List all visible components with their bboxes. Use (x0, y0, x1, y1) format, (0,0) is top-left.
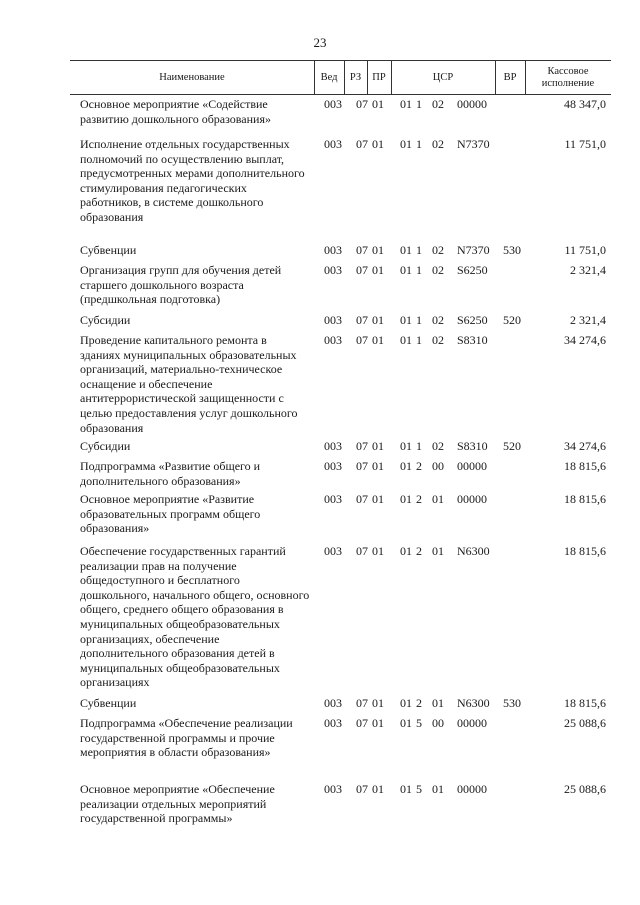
row-pr: 01 (372, 243, 384, 257)
row-rz: 07 (356, 333, 368, 347)
header-divider (525, 61, 526, 94)
row-pr: 01 (372, 97, 384, 111)
row-ved: 003 (324, 263, 342, 277)
row-csr-subprogram: 5 (416, 716, 422, 730)
row-csr-activity: 02 (432, 243, 444, 257)
row-csr-code: 00000 (457, 459, 487, 473)
row-csr-activity: 02 (432, 333, 444, 347)
row-csr-subprogram: 1 (416, 97, 422, 111)
row-ved: 003 (324, 782, 342, 796)
row-csr-code: 00000 (457, 782, 487, 796)
row-ved: 003 (324, 97, 342, 111)
row-sum: 48 347,0 (564, 97, 606, 111)
row-csr-activity: 00 (432, 459, 444, 473)
table-row (0, 137, 640, 243)
row-pr: 01 (372, 782, 384, 796)
row-csr-program: 01 (400, 782, 412, 796)
row-rz: 07 (356, 263, 368, 277)
row-rz: 07 (356, 459, 368, 473)
row-csr-code: N6300 (457, 696, 490, 710)
row-csr-code: S6250 (457, 313, 488, 327)
table-row (0, 782, 640, 832)
table-body (0, 97, 640, 832)
row-pr: 01 (372, 333, 384, 347)
row-csr-activity: 02 (432, 439, 444, 453)
row-rz: 07 (356, 696, 368, 710)
row-name: Субсидии (80, 313, 131, 327)
header-rz: РЗ (349, 71, 362, 83)
row-sum: 25 088,6 (564, 716, 606, 730)
row-csr-subprogram: 1 (416, 333, 422, 347)
row-pr: 01 (372, 263, 384, 277)
row-vr: 530 (503, 696, 521, 710)
table-row (0, 716, 640, 782)
row-sum: 34 274,6 (564, 439, 606, 453)
row-rz: 07 (356, 243, 368, 257)
row-name: Субвенции (80, 696, 137, 710)
row-csr-code: S8310 (457, 439, 488, 453)
row-ved: 003 (324, 333, 342, 347)
row-rz: 07 (356, 782, 368, 796)
row-ved: 003 (324, 696, 342, 710)
header-pr: ПР (372, 71, 386, 83)
table-row (0, 243, 640, 263)
row-sum: 25 088,6 (564, 782, 606, 796)
header-ved: Вед (320, 71, 338, 83)
row-ved: 003 (324, 544, 342, 558)
row-vr: 520 (503, 439, 521, 453)
row-sum: 34 274,6 (564, 333, 606, 347)
row-pr: 01 (372, 716, 384, 730)
row-pr: 01 (372, 696, 384, 710)
row-rz: 07 (356, 137, 368, 151)
row-rz: 07 (356, 97, 368, 111)
row-ved: 003 (324, 492, 342, 506)
row-name: Подпрограмма «Развитие общего и дополнительного образования» (80, 459, 261, 488)
row-name: Исполнение отдельных государственных полномочий по осуществлению выплат, предусмотренных мерами дополнительного стимулирования педагогических работников, в системе дошкольного образования (80, 137, 305, 224)
row-sum: 2 321,4 (570, 263, 606, 277)
row-vr: 530 (503, 243, 521, 257)
row-csr-activity: 00 (432, 716, 444, 730)
row-pr: 01 (372, 313, 384, 327)
row-csr-program: 01 (400, 716, 412, 730)
page-number: 23 (313, 35, 327, 50)
row-rz: 07 (356, 313, 368, 327)
row-rz: 07 (356, 544, 368, 558)
table-header (70, 60, 611, 95)
row-csr-program: 01 (400, 333, 412, 347)
row-rz: 07 (356, 439, 368, 453)
row-csr-subprogram: 2 (416, 492, 422, 506)
row-csr-code: S6250 (457, 263, 488, 277)
table-row (0, 333, 640, 439)
row-csr-program: 01 (400, 137, 412, 151)
table-row (0, 492, 640, 544)
header-name: Наименование (159, 71, 225, 83)
row-pr: 01 (372, 544, 384, 558)
row-csr-activity: 01 (432, 782, 444, 796)
row-csr-subprogram: 1 (416, 439, 422, 453)
row-csr-subprogram: 5 (416, 782, 422, 796)
row-csr-subprogram: 2 (416, 459, 422, 473)
row-csr-activity: 01 (432, 492, 444, 506)
row-csr-code: S8310 (457, 333, 488, 347)
row-vr: 520 (503, 313, 521, 327)
row-csr-code: N7370 (457, 243, 490, 257)
row-name: Организация групп для обучения детей старшего дошкольного возраста (предшкольная подготовка) (80, 263, 282, 307)
row-csr-code: 00000 (457, 492, 487, 506)
row-ved: 003 (324, 243, 342, 257)
row-csr-activity: 02 (432, 263, 444, 277)
row-name: Проведение капитального ремонта в зданиях муниципальных образовательных организаций, материально-техническое оснащение и обеспечение антитеррористической защищенности с целью предоставления услуг дошкольного образования (80, 333, 298, 435)
row-name: Субсидии (80, 439, 131, 453)
row-csr-program: 01 (400, 492, 412, 506)
row-csr-code: 00000 (457, 97, 487, 111)
row-csr-subprogram: 1 (416, 243, 422, 257)
row-sum: 18 815,6 (564, 492, 606, 506)
row-ved: 003 (324, 716, 342, 730)
row-sum: 2 321,4 (570, 313, 606, 327)
row-sum: 11 751,0 (564, 243, 606, 257)
row-csr-subprogram: 2 (416, 544, 422, 558)
row-pr: 01 (372, 492, 384, 506)
row-ved: 003 (324, 439, 342, 453)
row-csr-activity: 02 (432, 137, 444, 151)
row-ved: 003 (324, 137, 342, 151)
row-rz: 07 (356, 492, 368, 506)
row-csr-subprogram: 1 (416, 313, 422, 327)
row-name: Основное мероприятие «Развитие образовательных программ общего образования» (80, 492, 261, 536)
header-vr: ВР (503, 71, 517, 83)
row-csr-subprogram: 1 (416, 137, 422, 151)
row-csr-program: 01 (400, 459, 412, 473)
row-ved: 003 (324, 313, 342, 327)
row-csr-program: 01 (400, 439, 412, 453)
row-csr-activity: 01 (432, 696, 444, 710)
row-pr: 01 (372, 439, 384, 453)
row-name: Субвенции (80, 243, 137, 257)
row-csr-program: 01 (400, 313, 412, 327)
table-row (0, 696, 640, 716)
row-csr-program: 01 (400, 263, 412, 277)
row-csr-program: 01 (400, 696, 412, 710)
table-row (0, 439, 640, 459)
table-row (0, 263, 640, 313)
row-csr-subprogram: 1 (416, 263, 422, 277)
row-csr-activity: 02 (432, 313, 444, 327)
row-sum: 11 751,0 (564, 137, 606, 151)
row-csr-code: N7370 (457, 137, 490, 151)
row-sum: 18 815,6 (564, 459, 606, 473)
table-row (0, 459, 640, 492)
header-sum: Кассовое исполнение (541, 65, 595, 89)
table-row (0, 544, 640, 696)
table-row (0, 313, 640, 333)
row-csr-code: 00000 (457, 716, 487, 730)
row-csr-code: N6300 (457, 544, 490, 558)
row-csr-program: 01 (400, 243, 412, 257)
row-csr-program: 01 (400, 544, 412, 558)
row-name: Основное мероприятие «Обеспечение реализации отдельных мероприятий государственной программы» (80, 782, 275, 826)
row-name: Обеспечение государственных гарантий реализации прав на получение общедоступного и бесплатного дошкольного, начального общего, основного общего, среднего общего образования в муниципальных общеобразовательных организациях, обеспечение дополнительного образования детей в муниципальных общеобразовательных организациях (80, 544, 310, 690)
row-pr: 01 (372, 137, 384, 151)
row-pr: 01 (372, 459, 384, 473)
row-csr-subprogram: 2 (416, 696, 422, 710)
row-csr-activity: 02 (432, 97, 444, 111)
row-ved: 003 (324, 459, 342, 473)
row-csr-activity: 01 (432, 544, 444, 558)
row-sum: 18 815,6 (564, 696, 606, 710)
row-sum: 18 815,6 (564, 544, 606, 558)
row-name: Подпрограмма «Обеспечение реализации государственной программы и прочие мероприятия в области образования» (80, 716, 293, 760)
header-csr: ЦСР (432, 71, 454, 83)
row-rz: 07 (356, 716, 368, 730)
row-csr-program: 01 (400, 97, 412, 111)
row-name: Основное мероприятие «Содействие развитию дошкольного образования» (80, 97, 271, 126)
table-row (0, 97, 640, 137)
